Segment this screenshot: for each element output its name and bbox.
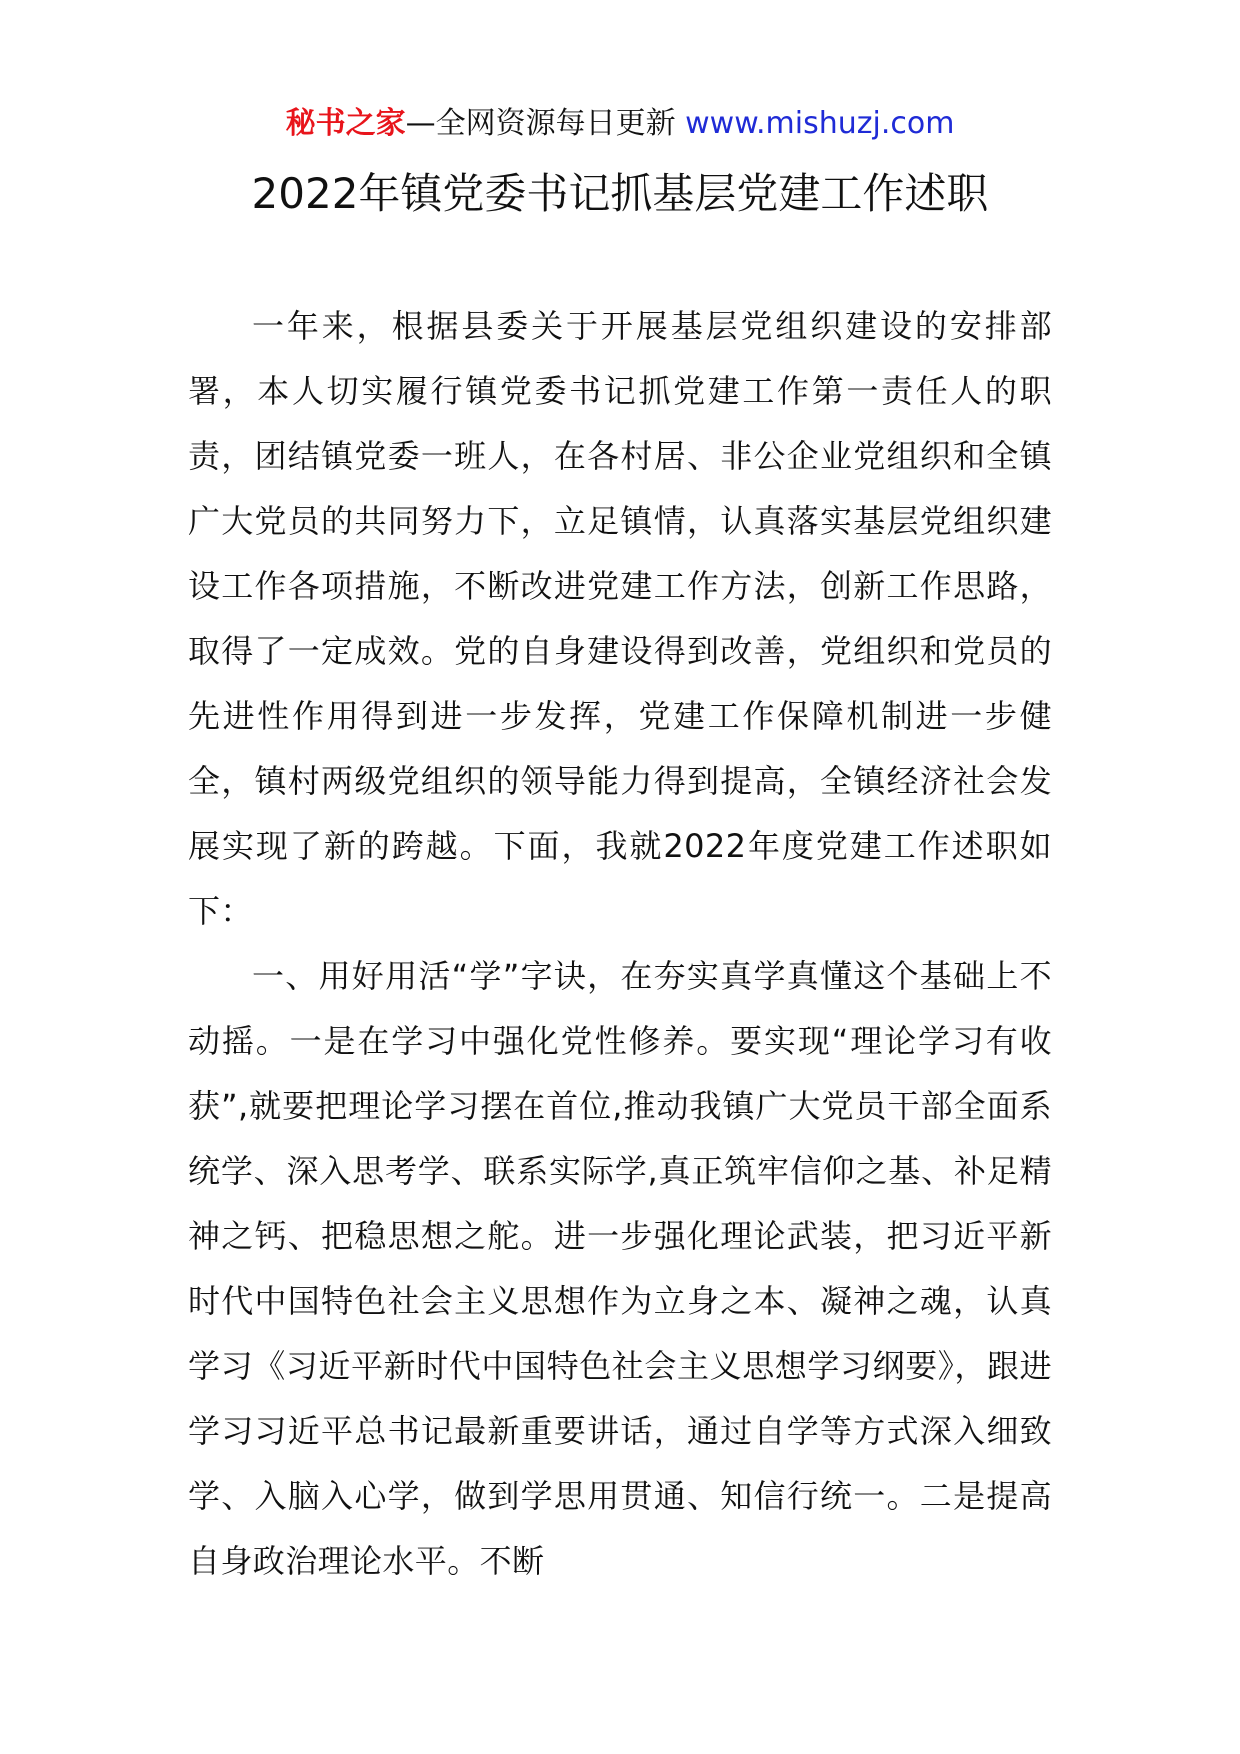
site-header [0, 100, 1240, 148]
site-url-link[interactable]: www.mishuzj.com [685, 106, 955, 141]
document-body [188, 294, 1052, 1594]
document-title: 2022年镇党委书记抓基层党建工作述职 [251, 169, 989, 218]
brand-name: 秘书之家 [285, 106, 406, 141]
paragraph-section-one: 一、用好用活“学”字诀，在夯实真学真懂这个基础上不动摇。一是在学习中强化党性修养。要实现“理论学习有收获”,就要把理论学习摆在首位,推动我镇广大党员干部全面系统学、深入思考学、联系实际学,真正筑牢信仰之基、补足精神之钙、把稳思想之舵。进一步强化理论武装，把习近平新时代中国特色社会主义思想作为立身之本、凝神之魂，认真学习《习近平新时代中国特色社会主义思想学习纲要》，跟进学习习近平总书记最新重要讲话，通过自学等方式深入细致学、入脑入心学，做到学思用贯通、知信行统一。二是提高自身政治理论水平。不断 [188, 957, 1052, 1580]
paragraph-intro: 一年来，根据县委关于开展基层党组织建设的安排部署，本人切实履行镇党委书记抓党建工作第一责任人的职责，团结镇党委一班人，在各村居、非公企业党组织和全镇广大党员的共同努力下，立足镇情，认真落实基层党组织建设工作各项措施，不断改进党建工作方法，创新工作思路，取得了一定成效。党的自身建设得到改善，党组织和党员的先进性作用得到进一步发挥，党建工作保障机制进一步健全，镇村两级党组织的领导能力得到提高，全镇经济社会发展实现了新的跨越。下面，我就2022年度党建工作述职如下： [188, 307, 1052, 930]
header-slogan: —全网资源每日更新 [405, 106, 676, 141]
